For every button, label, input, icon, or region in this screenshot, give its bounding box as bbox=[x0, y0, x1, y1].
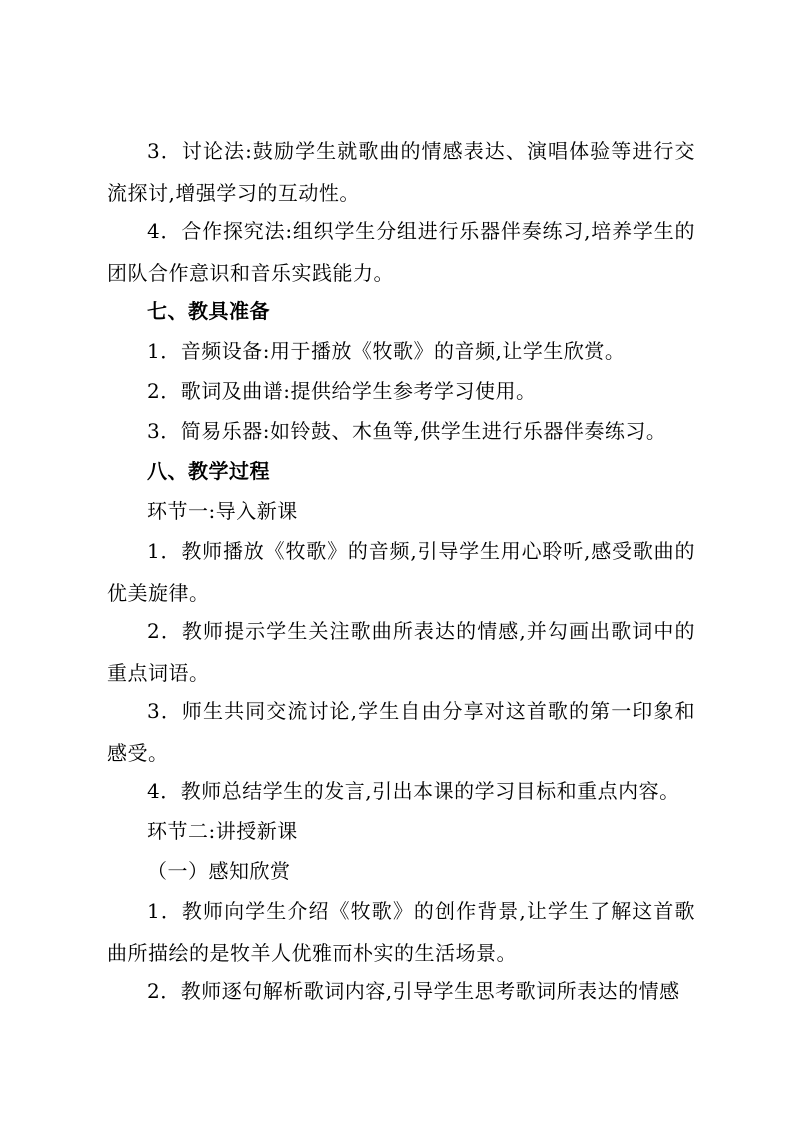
paragraph-audio-equipment: 1．音频设备:用于播放《牧歌》的音频,让学生欣赏。 bbox=[147, 339, 626, 363]
paragraph-emotion-prompt: 2．教师提示学生关注歌曲所表达的情感,并勾画出歌词中的重点词语。 bbox=[107, 619, 695, 685]
paragraph-play-audio: 1．教师播放《牧歌》的音频,引导学生用心聆听,感受歌曲的优美旋律。 bbox=[107, 539, 695, 605]
subsection-new-lesson: 环节二:讲授新课 bbox=[147, 819, 298, 843]
paragraph-cooperative-method: 4．合作探究法:组织学生分组进行乐器伴奏练习,培养学生的团队合作意识和音乐实践能力。 bbox=[107, 219, 695, 285]
subsection-intro: 环节一:导入新课 bbox=[147, 499, 298, 523]
paragraph-discussion-method: 3．讨论法:鼓励学生就歌曲的情感表达、演唱体验等进行交流探讨,增强学习的互动性。 bbox=[107, 139, 695, 205]
paragraph-background: 1．教师向学生介绍《牧歌》的创作背景,让学生了解这首歌曲所描绘的是牧羊人优雅而朴实的生活场景。 bbox=[107, 899, 695, 965]
section-heading-teaching-aids: 七、教具准备 bbox=[147, 299, 270, 323]
paragraph-lyrics-score: 2．歌词及曲谱:提供给学生参考学习使用。 bbox=[147, 379, 537, 403]
paragraph-simple-instruments: 3．简易乐器:如铃鼓、木鱼等,供学生进行乐器伴奏练习。 bbox=[147, 419, 667, 443]
paragraph-discussion-share: 3．师生共同交流讨论,学生自由分享对这首歌的第一印象和感受。 bbox=[107, 699, 695, 765]
section-heading-teaching-process: 八、教学过程 bbox=[147, 459, 270, 483]
subsection-perception: （一）感知欣赏 bbox=[147, 859, 291, 883]
paragraph-lyrics-analysis: 2．教师逐句解析歌词内容,引导学生思考歌词所表达的情感 bbox=[147, 979, 680, 1003]
paragraph-summary: 4．教师总结学生的发言,引出本课的学习目标和重点内容。 bbox=[147, 779, 680, 803]
